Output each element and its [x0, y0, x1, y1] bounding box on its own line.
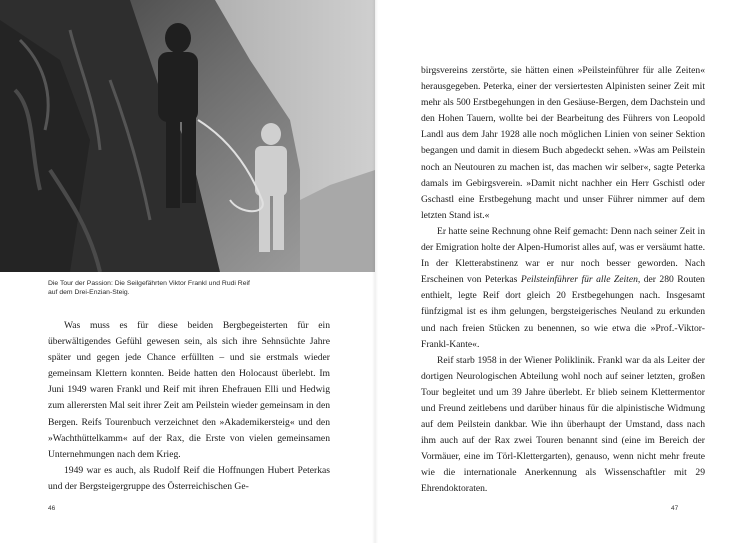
photo-climbers: [0, 0, 375, 272]
caption-line-2: auf dem Drei-Enzian-Steig.: [48, 289, 130, 297]
right-paragraph-1: birgsvereins zerstörte, sie hätten einen »Peilsteinführer für alle Zeiten« herausgegeben. Peterka, einer der versiertesten Alpinisten seiner Zeit mit mehr als 500 Erstbegehungen in den Gesäuse-Bergen, dem Dachstein und den Hohen Tauern, wollte bei der Bearbeitung des Führers von Leopold Landl aus dem Jahr 1928 alle noch möglichen Linien von seiner Sektion begangen und damit in diesem Buch abgedeckt sehen. »Was am Peilstein noch an Neutouren zu machen ist, das machen wir selber«, sagte Peterka damals im Gebirgsverein. »Damit nicht nachher ein Herr Gschistl oder Gschastl eine Erstbegehung macht und unser Führer nimmer auf dem letzten Stand ist.«: [421, 65, 705, 221]
page-number-left: 46: [48, 505, 56, 512]
book-title-italic: Peilsteinführer für alle Zeiten: [520, 274, 638, 286]
left-paragraph-2: 1949 war es auch, als Rudolf Reif die Hoffnungen Hubert Peterkas und der Bergsteigergruppe des Österreichischen Ge-: [48, 464, 330, 492]
page-number-right: 47: [671, 505, 679, 512]
photo-caption: [48, 279, 348, 298]
left-paragraph-1: Was muss es für diese beiden Bergbegeisterten für ein überwältigendes Gefühl gewesen sein, als sich ihre Sehnsüchte Jahre später und gegen jede Chance erfüllten – und sie erstmals wieder gemeinsam Klettern konnten. Beide hatten den Holocaust überlebt. Im Juni 1949 waren Frankl und Reif mit ihren Ehefrauen Elli und Hedwig zum allerersten Mal seit ihrer Zeit am Peilstein wieder gemeinsam in den Bergen. Reifs Tourenbuch verzeichnet den »Akademikersteig« und den »Wachthüttelkamm« auf der Rax, die Erste von vielen gemeinsamen Unternehmungen nach dem Krieg.: [48, 320, 330, 460]
right-paragraph-2-end: , der 280 Routen enthielt, legte Reif dort gleich 20 Erstbegehungen nach. Insgesamt fünfzigmal ist es ihm gelungen, bergsteigerisches Neuland zu erkunden und nach freien Stücken zu benennen, so wie etwa die »Prof.-Viktor-Frankl-Kante«.: [421, 274, 705, 350]
right-page: [375, 0, 750, 543]
right-body-text: [421, 63, 705, 498]
right-paragraph-3: Reif starb 1958 in der Wiener Poliklinik. Frankl war da als Leiter der dortigen Neurologischen Abteilung wohl noch auf seiner letzten, großen Tour begleitet und um 39 Jahre überlebt. Er blieb seinem Klettermentor und Freund zeitlebens und darüber hinaus für die alpinistische Widmung auf dem Peilstein dankbar. Wie ihn überhaupt der Umstand, dass nach ihm auch auf der Rax zwei Touren benannt sind (eine im Bereich der Vormäuer, eine im Törl-Klettergarten), genauso, wenn nicht mehr freute wie die internationale Anerkennung als Wissenschaftler mit 29 Ehrendoktoraten.: [421, 354, 705, 495]
right-paragraph-2-start: Er hatte seine Rechnung ohne Reif gemacht: Denn nach seiner Zeit in der Emigration holte der Alpen-Humorist alles auf, was er versäumt hatte. In der Kletterabstinenz war er nur noch besser geworden. Nach Erscheinen von Peterkas: [421, 225, 705, 286]
left-body-text: [48, 318, 330, 495]
right-paragraph-2: [421, 224, 705, 353]
caption-line-1: Die Tour der Passion: Die Seilgefährten Viktor Frankl und Rudi Reif: [48, 280, 250, 287]
